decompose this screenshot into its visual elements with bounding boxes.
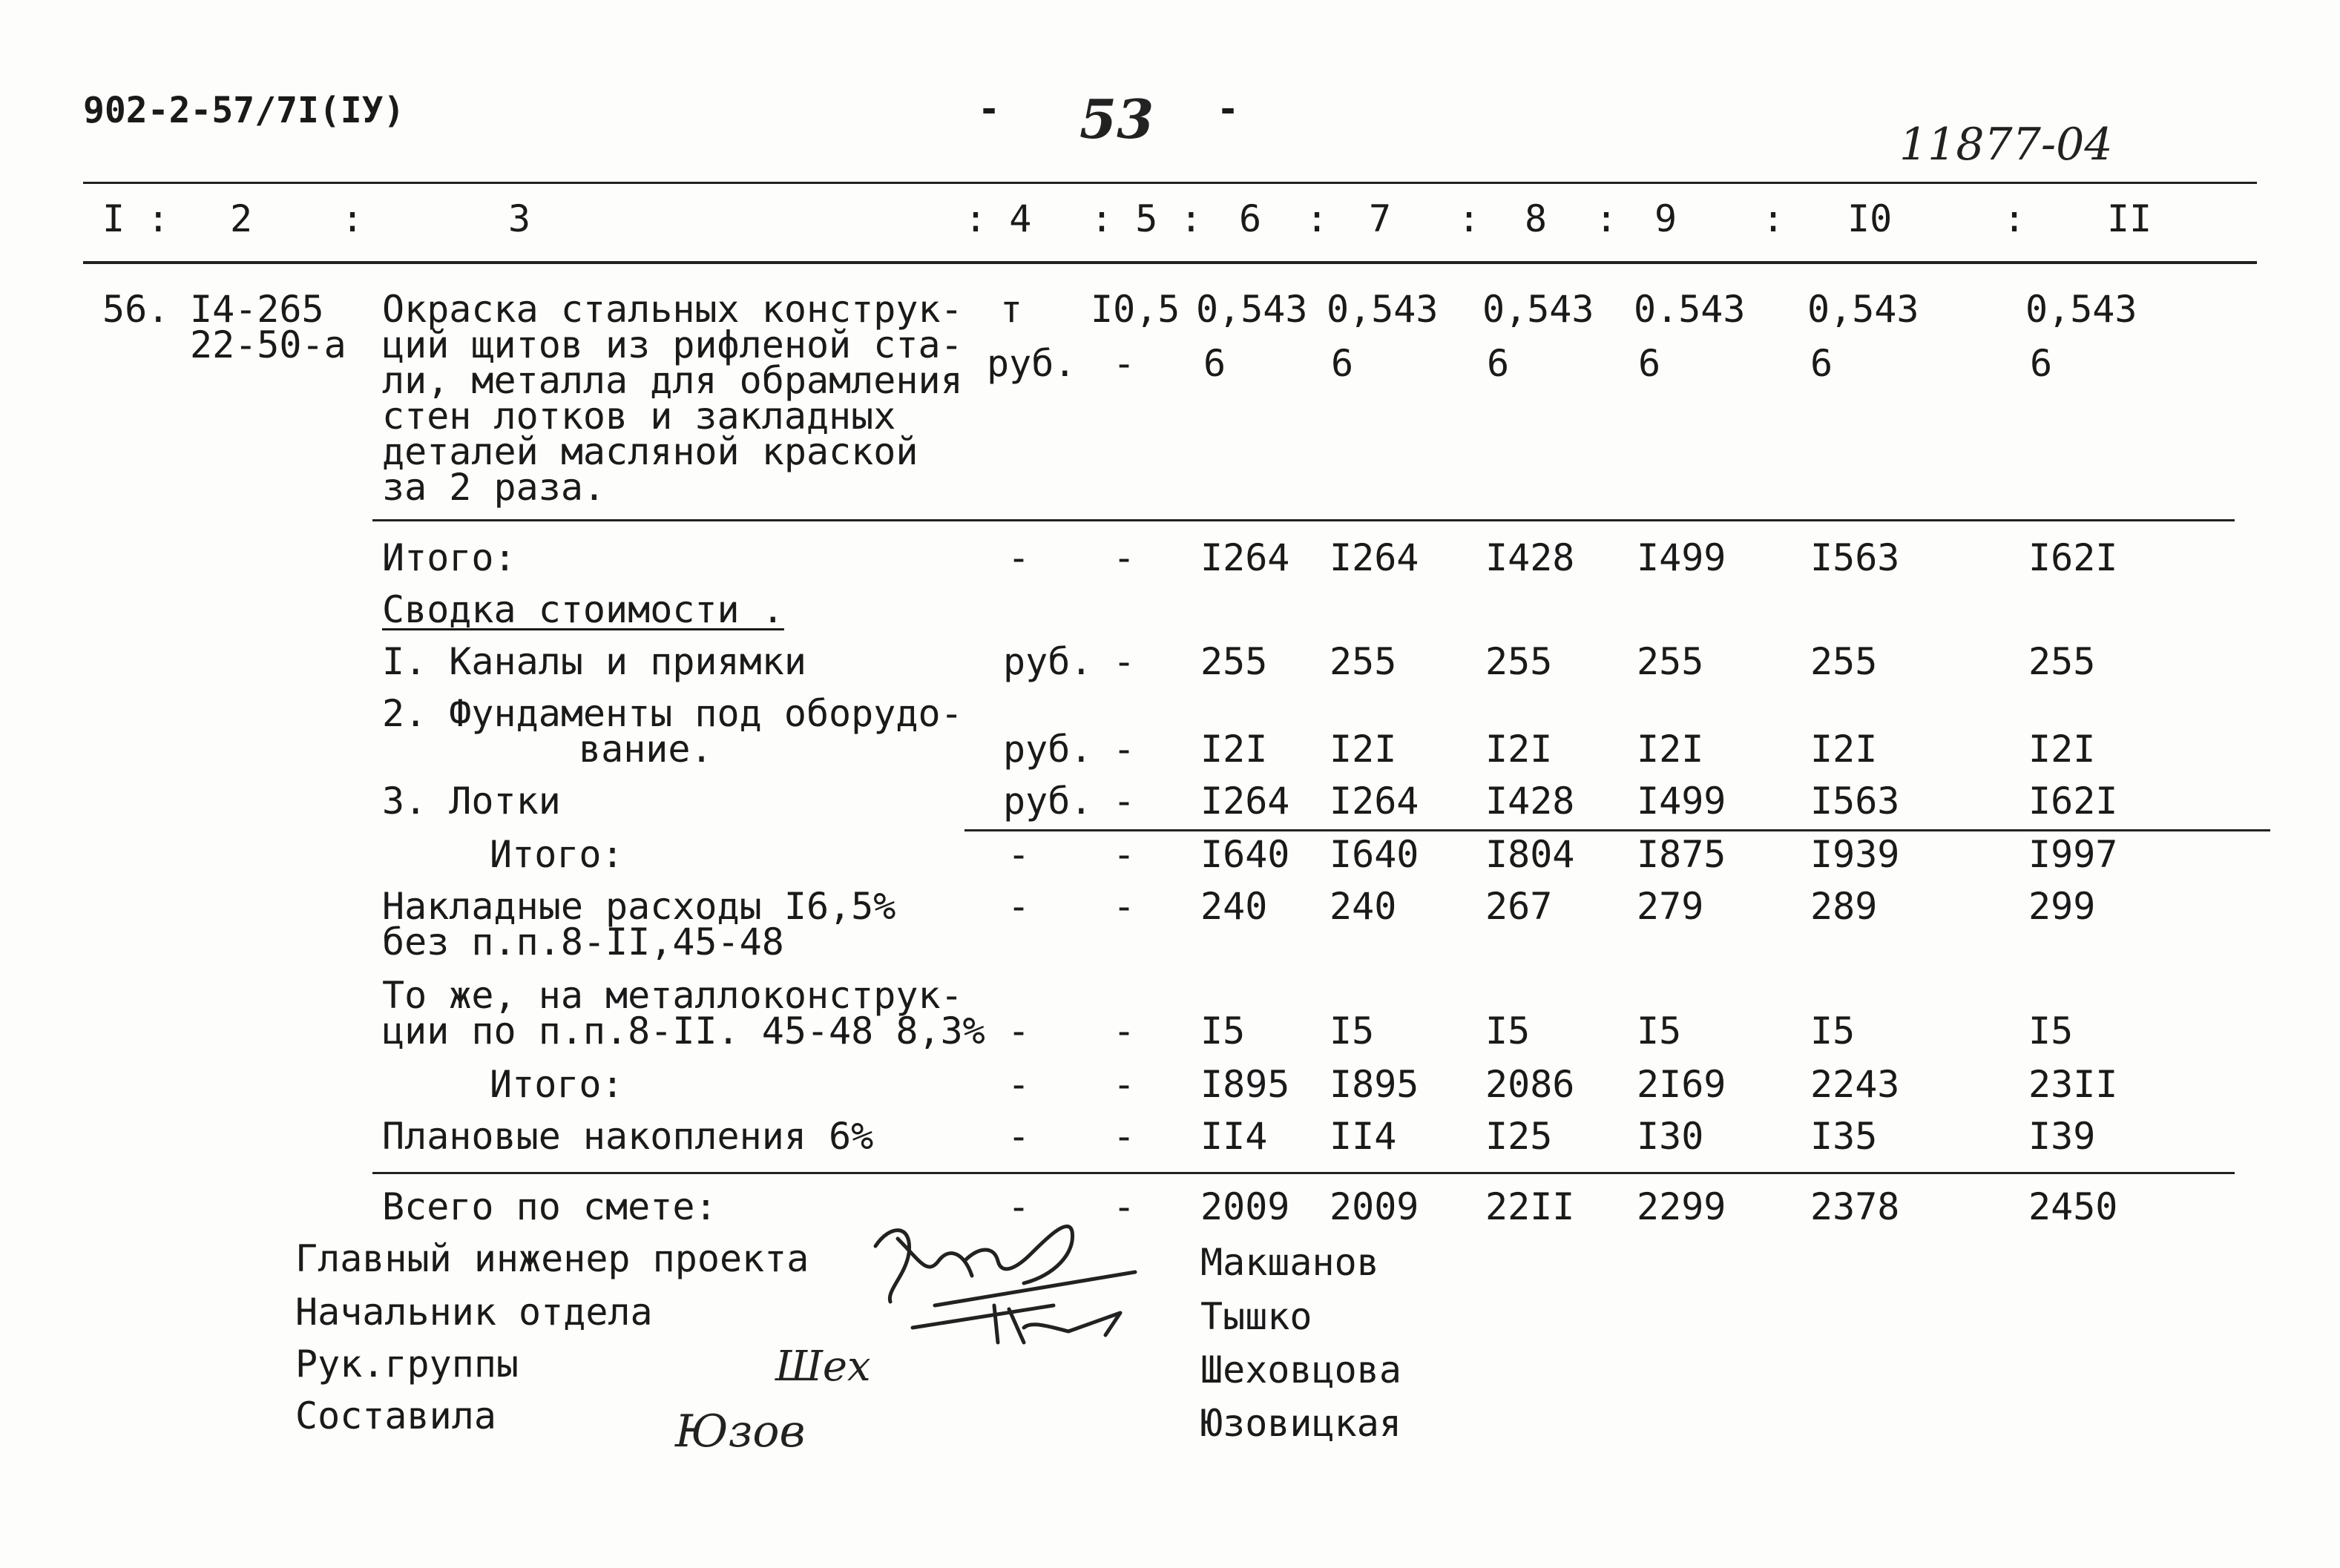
quantity: 0.543 [1634, 288, 1746, 331]
archive-number: 11877-04 [1899, 119, 2113, 171]
value: 255 [1637, 640, 1704, 683]
quantity: 0,543 [1196, 288, 1308, 331]
value: I804 [1485, 833, 1575, 876]
unit: руб. [1003, 780, 1093, 823]
value: 2009 [1330, 1185, 1419, 1228]
cost: 6 [2030, 342, 2053, 385]
value: 22II [1485, 1185, 1575, 1228]
unit: руб. [1003, 640, 1093, 683]
signature-chief-engineer [875, 1226, 1135, 1305]
col-sep: : [1762, 197, 1785, 240]
row-label: Итого: [490, 833, 624, 876]
value: 255 [2028, 640, 2096, 683]
row-code: I4-265 [190, 288, 324, 331]
row-description: деталей масляной краской [382, 430, 918, 473]
unit-price: - [1113, 1063, 1136, 1106]
value: I2I [1637, 728, 1704, 771]
row-label: Всего по смете: [382, 1185, 717, 1228]
header-dash-right: - [1217, 88, 1240, 131]
unit-price: - [1113, 1009, 1136, 1053]
value: II4 [1330, 1115, 1397, 1158]
value: 240 [1200, 885, 1268, 928]
unit: - [1008, 536, 1031, 579]
value: I264 [1200, 780, 1290, 823]
value: 255 [1485, 640, 1553, 683]
signature-name: Тышко [1200, 1295, 1312, 1338]
row-label: без п.п.8-II,45-48 [382, 920, 784, 963]
value: I640 [1330, 833, 1419, 876]
cost: 6 [1487, 342, 1510, 385]
row-label: 3. Лотки [382, 780, 561, 823]
signature-name: Шеховцова [1200, 1348, 1401, 1391]
quantity: 0,543 [1807, 288, 1919, 331]
unit-price: - [1113, 833, 1136, 876]
col-header-8: 8 [1525, 197, 1548, 240]
value: 2450 [2028, 1185, 2118, 1228]
row-label: То же, на металлоконструк- [382, 974, 963, 1017]
value: I2I [1200, 728, 1268, 771]
unit: - [1008, 1185, 1031, 1228]
value: 2299 [1637, 1185, 1726, 1228]
row-description: ций щитов из рифленой ста- [382, 323, 963, 366]
unit: руб. [987, 342, 1077, 385]
value: I5 [1330, 1009, 1375, 1053]
header-dash-left: - [978, 88, 1001, 131]
value: I5 [1485, 1009, 1531, 1053]
unit-price: I0,5 [1091, 288, 1180, 331]
unit-price: - [1113, 728, 1136, 771]
value: I875 [1637, 833, 1726, 876]
value: 267 [1485, 885, 1553, 928]
row-label: вание. [579, 728, 713, 771]
signature-role: Составила [295, 1394, 496, 1437]
col-header-7: 7 [1369, 197, 1392, 240]
value: I39 [2028, 1115, 2096, 1158]
row-label: Итого: [490, 1063, 624, 1106]
value: I563 [1810, 780, 1900, 823]
row-label: Итого: [382, 536, 516, 579]
quantity: 0,543 [2025, 288, 2137, 331]
col-header-3: 3 [508, 197, 531, 240]
unit: т [1000, 288, 1023, 331]
signature-department-head [913, 1305, 1120, 1343]
summary-title: Сводка стоимости . [382, 588, 784, 631]
quantity: 0,543 [1482, 288, 1594, 331]
value: I499 [1637, 536, 1726, 579]
unit-price: - [1113, 536, 1136, 579]
cost: 6 [1810, 342, 1833, 385]
unit: - [1008, 1009, 1031, 1053]
row-description: ли, металла для обрамления [382, 359, 963, 402]
signature-compiler: Юзов [675, 1406, 806, 1457]
col-header-11: II [2107, 197, 2152, 240]
value: 2378 [1810, 1185, 1900, 1228]
value: I2I [1330, 728, 1397, 771]
value: I997 [2028, 833, 2118, 876]
row-label: 2. Фундаменты под оборудо- [382, 692, 963, 735]
value: I939 [1810, 833, 1900, 876]
col-sep: : [1458, 197, 1481, 240]
value: I35 [1810, 1115, 1878, 1158]
row-label: Плановые накопления 6% [382, 1115, 874, 1158]
col-header-2: 2 [230, 197, 253, 240]
value: I895 [1200, 1063, 1290, 1106]
value: 23II [2028, 1063, 2118, 1106]
row-number: 56. [102, 288, 170, 331]
cost: 6 [1638, 342, 1661, 385]
unit-price: - [1113, 885, 1136, 928]
row-description: Окраска стальных конструк- [382, 288, 963, 331]
value: I62I [2028, 536, 2118, 579]
value: 240 [1330, 885, 1397, 928]
value: I5 [2028, 1009, 2074, 1053]
document-code: 902-2-57/7I(IУ) [83, 90, 405, 131]
row-code: 22-50-a [190, 323, 346, 366]
col-sep: : [1306, 197, 1329, 240]
value: I428 [1485, 536, 1575, 579]
signature-name: Юзовицкая [1200, 1402, 1401, 1445]
col-header-6: 6 [1239, 197, 1262, 240]
col-header-4: : 4 [964, 197, 1032, 240]
col-header-10: I0 [1847, 197, 1893, 240]
value: I640 [1200, 833, 1290, 876]
signature-name: Макшанов [1200, 1241, 1379, 1284]
value: I563 [1810, 536, 1900, 579]
value: I5 [1200, 1009, 1246, 1053]
value: 2086 [1485, 1063, 1575, 1106]
unit-price: - [1113, 780, 1136, 823]
unit-price: - [1113, 342, 1136, 385]
row-label: ции по п.п.8-II. 45-48 8,3% [382, 1009, 985, 1053]
value: I895 [1330, 1063, 1419, 1106]
signature-role: Начальник отдела [295, 1291, 653, 1334]
col-sep: : [341, 197, 364, 240]
unit: - [1008, 1115, 1031, 1158]
value: 255 [1330, 640, 1397, 683]
unit-price: - [1113, 640, 1136, 683]
value: 2I69 [1637, 1063, 1726, 1106]
page-number: 53 [1079, 88, 1154, 151]
unit: - [1008, 833, 1031, 876]
value: I264 [1200, 536, 1290, 579]
row-label: Накладные расходы I6,5% [382, 885, 896, 928]
value: I30 [1637, 1115, 1704, 1158]
value: 2243 [1810, 1063, 1900, 1106]
value: I2I [1810, 728, 1878, 771]
unit-price: - [1113, 1185, 1136, 1228]
value: I499 [1637, 780, 1726, 823]
value: 299 [2028, 885, 2096, 928]
value: I264 [1330, 780, 1419, 823]
value: I264 [1330, 536, 1419, 579]
row-label: I. Каналы и приямки [382, 640, 806, 683]
value: I5 [1637, 1009, 1682, 1053]
signature-group-leader: Шех [775, 1343, 871, 1391]
col-header-9: 9 [1654, 197, 1677, 240]
unit: руб. [1003, 728, 1093, 771]
unit-price: - [1113, 1115, 1136, 1158]
value: I25 [1485, 1115, 1553, 1158]
col-header-5: : 5 : [1091, 197, 1203, 240]
row-description: стен лотков и закладных [382, 395, 896, 438]
signature-role: Рук.группы [295, 1343, 519, 1386]
col-header-1: I : [102, 197, 170, 240]
signature-role: Главный инженер проекта [295, 1237, 809, 1280]
value: I62I [2028, 780, 2118, 823]
value: 2009 [1200, 1185, 1290, 1228]
col-sep: : [1595, 197, 1618, 240]
unit: - [1008, 1063, 1031, 1106]
unit: - [1008, 885, 1031, 928]
value: I5 [1810, 1009, 1856, 1053]
value: 289 [1810, 885, 1878, 928]
row-description: за 2 раза. [382, 466, 606, 509]
cost: 6 [1203, 342, 1226, 385]
value: 279 [1637, 885, 1704, 928]
value: 255 [1810, 640, 1878, 683]
quantity: 0,543 [1327, 288, 1439, 331]
value: II4 [1200, 1115, 1268, 1158]
col-sep: : [2003, 197, 2026, 240]
value: 255 [1200, 640, 1268, 683]
cost: 6 [1331, 342, 1354, 385]
value: I2I [2028, 728, 2096, 771]
value: I428 [1485, 780, 1575, 823]
value: I2I [1485, 728, 1553, 771]
